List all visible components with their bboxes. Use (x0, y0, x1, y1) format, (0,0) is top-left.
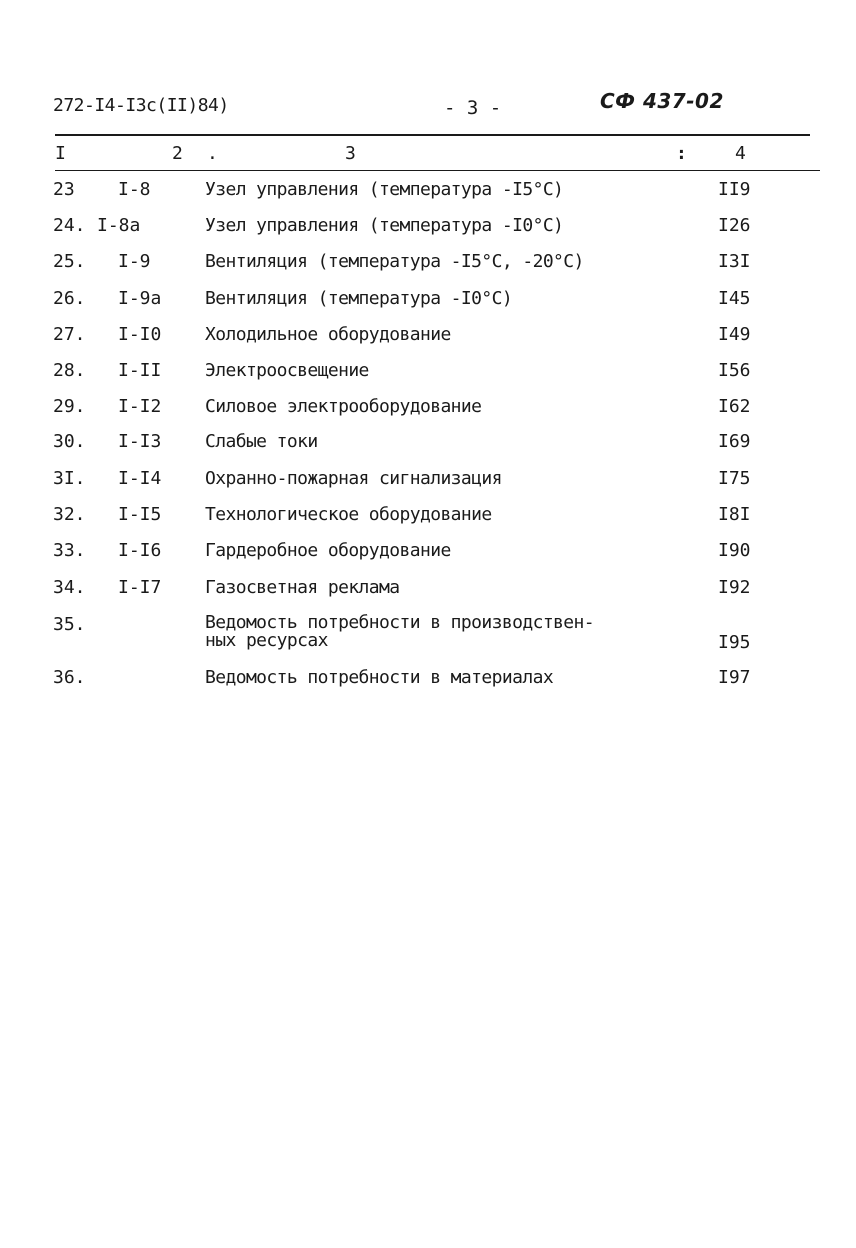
row-number: 26. (53, 288, 86, 309)
row-code: I-I5 (118, 504, 162, 525)
row-code: I-I3 (118, 431, 162, 452)
row-page: I56 (718, 360, 751, 381)
row-page: I90 (718, 540, 751, 561)
row-number: 24. (53, 215, 86, 236)
table-row (0, 614, 856, 658)
table-row (0, 667, 856, 697)
row-page: I97 (718, 667, 751, 688)
row-code: I-I6 (118, 540, 162, 561)
table-header-rule (55, 170, 820, 171)
row-code: I-I4 (118, 468, 162, 489)
row-title-continuation: ных ресурсах (205, 630, 328, 651)
row-number: 30. (53, 431, 86, 452)
row-code: I-II (118, 360, 162, 381)
column-header-1: I (55, 143, 66, 164)
table-row (0, 468, 856, 498)
row-title: Охранно-пожарная сигнализация (205, 468, 502, 489)
column-header-4: 4 (735, 143, 746, 164)
row-page: I62 (718, 396, 751, 417)
row-title: Слабые токи (205, 431, 318, 452)
table-row (0, 179, 856, 209)
row-title: Технологическое оборудование (205, 504, 492, 525)
row-number: 3I. (53, 468, 86, 489)
row-title: Вентиляция (температура -I5°C, -20°C) (205, 251, 584, 272)
row-title: Узел управления (температура -I5°C) (205, 179, 564, 200)
table-top-rule (55, 134, 810, 136)
row-title: Газосветная реклама (205, 577, 400, 598)
table-row (0, 360, 856, 390)
row-code: I-8a (97, 215, 141, 236)
row-number: 35. (53, 614, 86, 635)
row-title: Ведомость потребности в материалах (205, 667, 554, 688)
row-number: 28. (53, 360, 86, 381)
row-number: 36. (53, 667, 86, 688)
table-row (0, 504, 856, 534)
row-title: Ведомость потребности в производствен- (205, 612, 595, 633)
row-code: I-I7 (118, 577, 162, 598)
row-page: II9 (718, 179, 751, 200)
row-number: 32. (53, 504, 86, 525)
row-code: I-9a (118, 288, 162, 309)
page-number: - 3 - (444, 97, 502, 119)
table-row (0, 215, 856, 245)
table-row (0, 288, 856, 318)
column-header-colon: : (676, 143, 687, 164)
row-page: I3I (718, 251, 751, 272)
table-row (0, 431, 856, 461)
column-header-3: 3 (345, 143, 356, 164)
row-page: I8I (718, 504, 751, 525)
row-title-multiline (205, 614, 594, 650)
document-code: 272-I4-I3c(II)84) (53, 95, 229, 116)
row-code: I-9 (118, 251, 151, 272)
row-number: 33. (53, 540, 86, 561)
table-row (0, 577, 856, 607)
row-page: I95 (718, 632, 751, 653)
row-number: 27. (53, 324, 86, 345)
column-header-2: 2 (172, 143, 183, 164)
row-page: I49 (718, 324, 751, 345)
row-number: 34. (53, 577, 86, 598)
row-number: 25. (53, 251, 86, 272)
row-code: I-I0 (118, 324, 162, 345)
row-page: I26 (718, 215, 751, 236)
column-header-separator: . (207, 143, 218, 164)
table-row (0, 251, 856, 281)
table-row (0, 324, 856, 354)
handwritten-stamp: СФ 437-02 (600, 89, 724, 113)
row-page: I45 (718, 288, 751, 309)
row-number: 23 (53, 179, 75, 200)
row-page: I75 (718, 468, 751, 489)
row-title: Узел управления (температура -I0°C) (205, 215, 564, 236)
row-title: Вентиляция (температура -I0°C) (205, 288, 513, 309)
row-code: I-8 (118, 179, 151, 200)
row-title: Гардеробное оборудование (205, 540, 451, 561)
row-title: Силовое электрооборудование (205, 396, 482, 417)
table-row (0, 396, 856, 426)
row-number: 29. (53, 396, 86, 417)
row-title: Холодильное оборудование (205, 324, 451, 345)
table-row (0, 540, 856, 570)
row-page: I92 (718, 577, 751, 598)
row-page: I69 (718, 431, 751, 452)
row-title: Электроосвещение (205, 360, 369, 381)
row-code: I-I2 (118, 396, 162, 417)
